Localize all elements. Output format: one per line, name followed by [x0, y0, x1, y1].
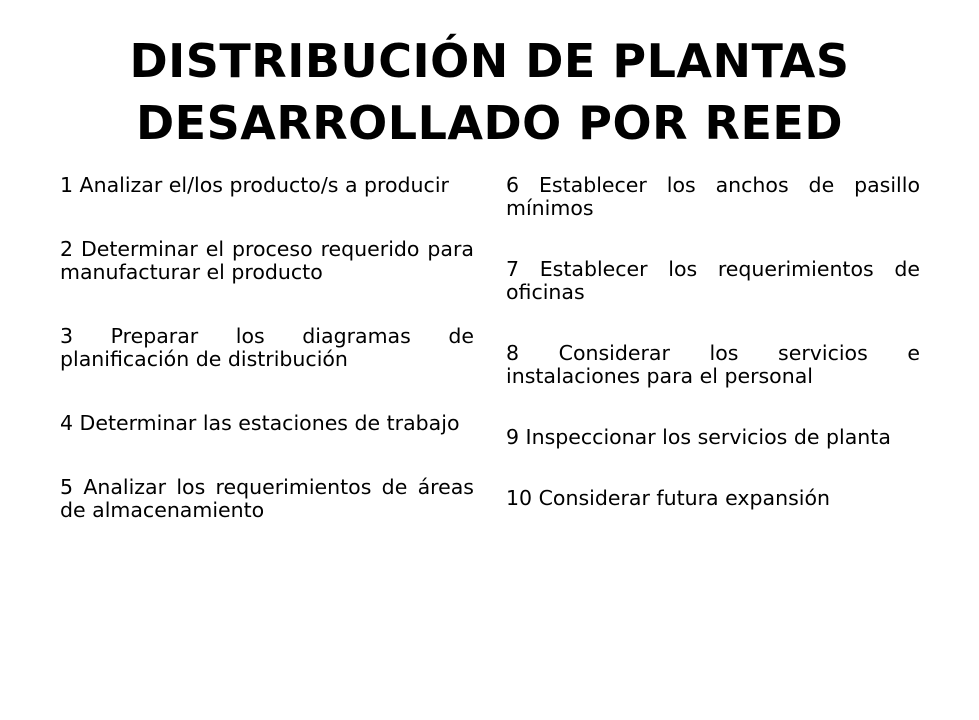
step-1: 1 Analizar el/los producto/s a producir	[60, 173, 449, 197]
step-8: 8 Considerar los servicios e instalaciones para el personal	[506, 341, 920, 388]
title-line-1: DISTRIBUCIÓN DE PLANTAS	[129, 34, 850, 88]
step-5: 5 Analizar los requerimientos de áreas de almacenamiento	[60, 475, 474, 522]
step-6: 6 Establecer los anchos de pasillo mínimos	[506, 173, 920, 220]
steps-right-column	[506, 174, 920, 548]
step-9: 9 Inspeccionar los servicios de planta	[506, 425, 891, 449]
step-4: 4 Determinar las estaciones de trabajo	[60, 411, 460, 435]
step-3: 3 Preparar los diagramas de planificación de distribución	[60, 324, 474, 371]
step-7: 7 Establecer los requerimientos de oficinas	[506, 257, 920, 304]
step-10: 10 Considerar futura expansión	[506, 486, 830, 510]
step-2: 2 Determinar el proceso requerido para manufacturar el producto	[60, 237, 474, 284]
slide-title	[40, 30, 939, 154]
steps-left-column	[60, 174, 474, 563]
title-line-2: DESARROLLADO POR REED	[135, 96, 843, 150]
